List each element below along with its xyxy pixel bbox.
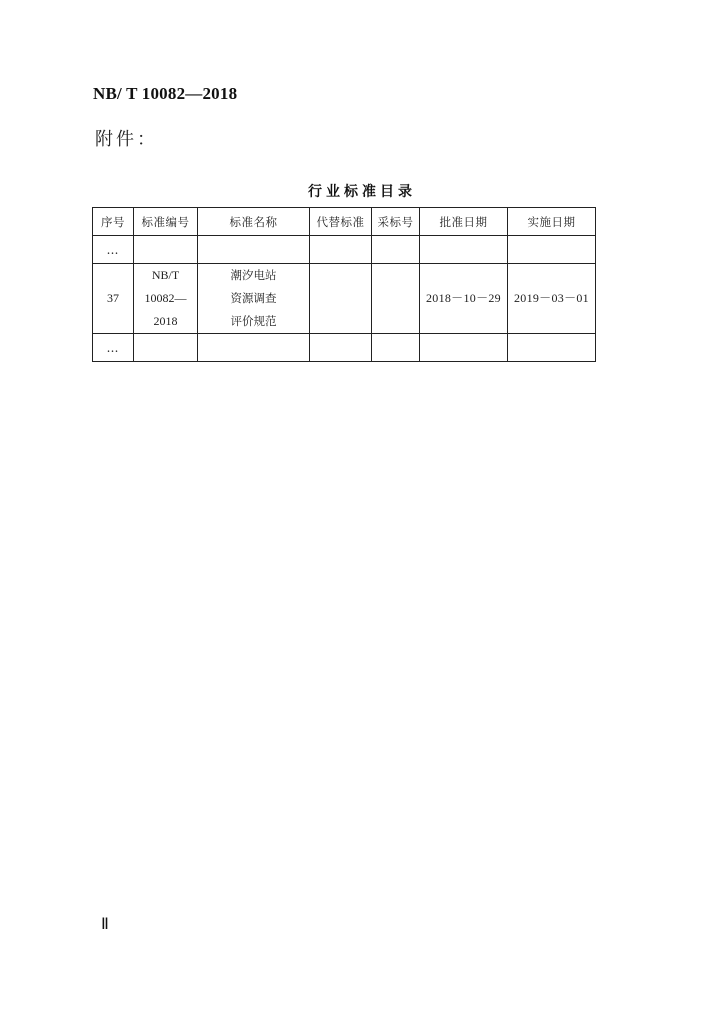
cell-approve-date: 2018－10－29 xyxy=(420,264,508,334)
column-header-implement-date: 实施日期 xyxy=(508,208,596,236)
column-header-adopted: 采标号 xyxy=(372,208,420,236)
table-row-ellipsis-bottom xyxy=(93,334,596,362)
std-no-line-2: 10082— xyxy=(144,291,187,305)
page-number: Ⅱ xyxy=(101,916,109,933)
ellipsis-cell: … xyxy=(93,334,134,362)
std-name-line-2: 资源调查 xyxy=(230,291,277,305)
ellipsis-cell: … xyxy=(93,236,134,264)
std-no-line-1: NB/T xyxy=(151,268,180,282)
standard-code-header: NB/ T 10082—2018 xyxy=(93,84,238,103)
cell-adopted xyxy=(372,264,420,334)
column-header-approve-date: 批准日期 xyxy=(420,208,508,236)
table-header-row xyxy=(93,208,596,236)
table-row xyxy=(93,264,596,334)
column-header-replaced: 代替标准 xyxy=(310,208,372,236)
std-name-line-1: 潮汐电站 xyxy=(230,268,277,282)
column-header-std-no: 标准编号 xyxy=(134,208,198,236)
table-row-ellipsis-top xyxy=(93,236,596,264)
table-title: 行业标准目录 xyxy=(308,184,416,200)
cell-std-name xyxy=(198,264,310,334)
attachment-label: 附件： xyxy=(95,129,158,150)
cell-std-no xyxy=(134,264,198,334)
standards-catalog-table xyxy=(92,207,596,362)
cell-implement-date: 2019－03－01 xyxy=(508,264,596,334)
column-header-seq: 序号 xyxy=(93,208,134,236)
std-name-line-3: 评价规范 xyxy=(230,314,277,328)
cell-seq: 37 xyxy=(93,264,134,334)
cell-replaced xyxy=(310,264,372,334)
std-no-line-3: 2018 xyxy=(153,314,178,328)
column-header-std-name: 标准名称 xyxy=(198,208,310,236)
